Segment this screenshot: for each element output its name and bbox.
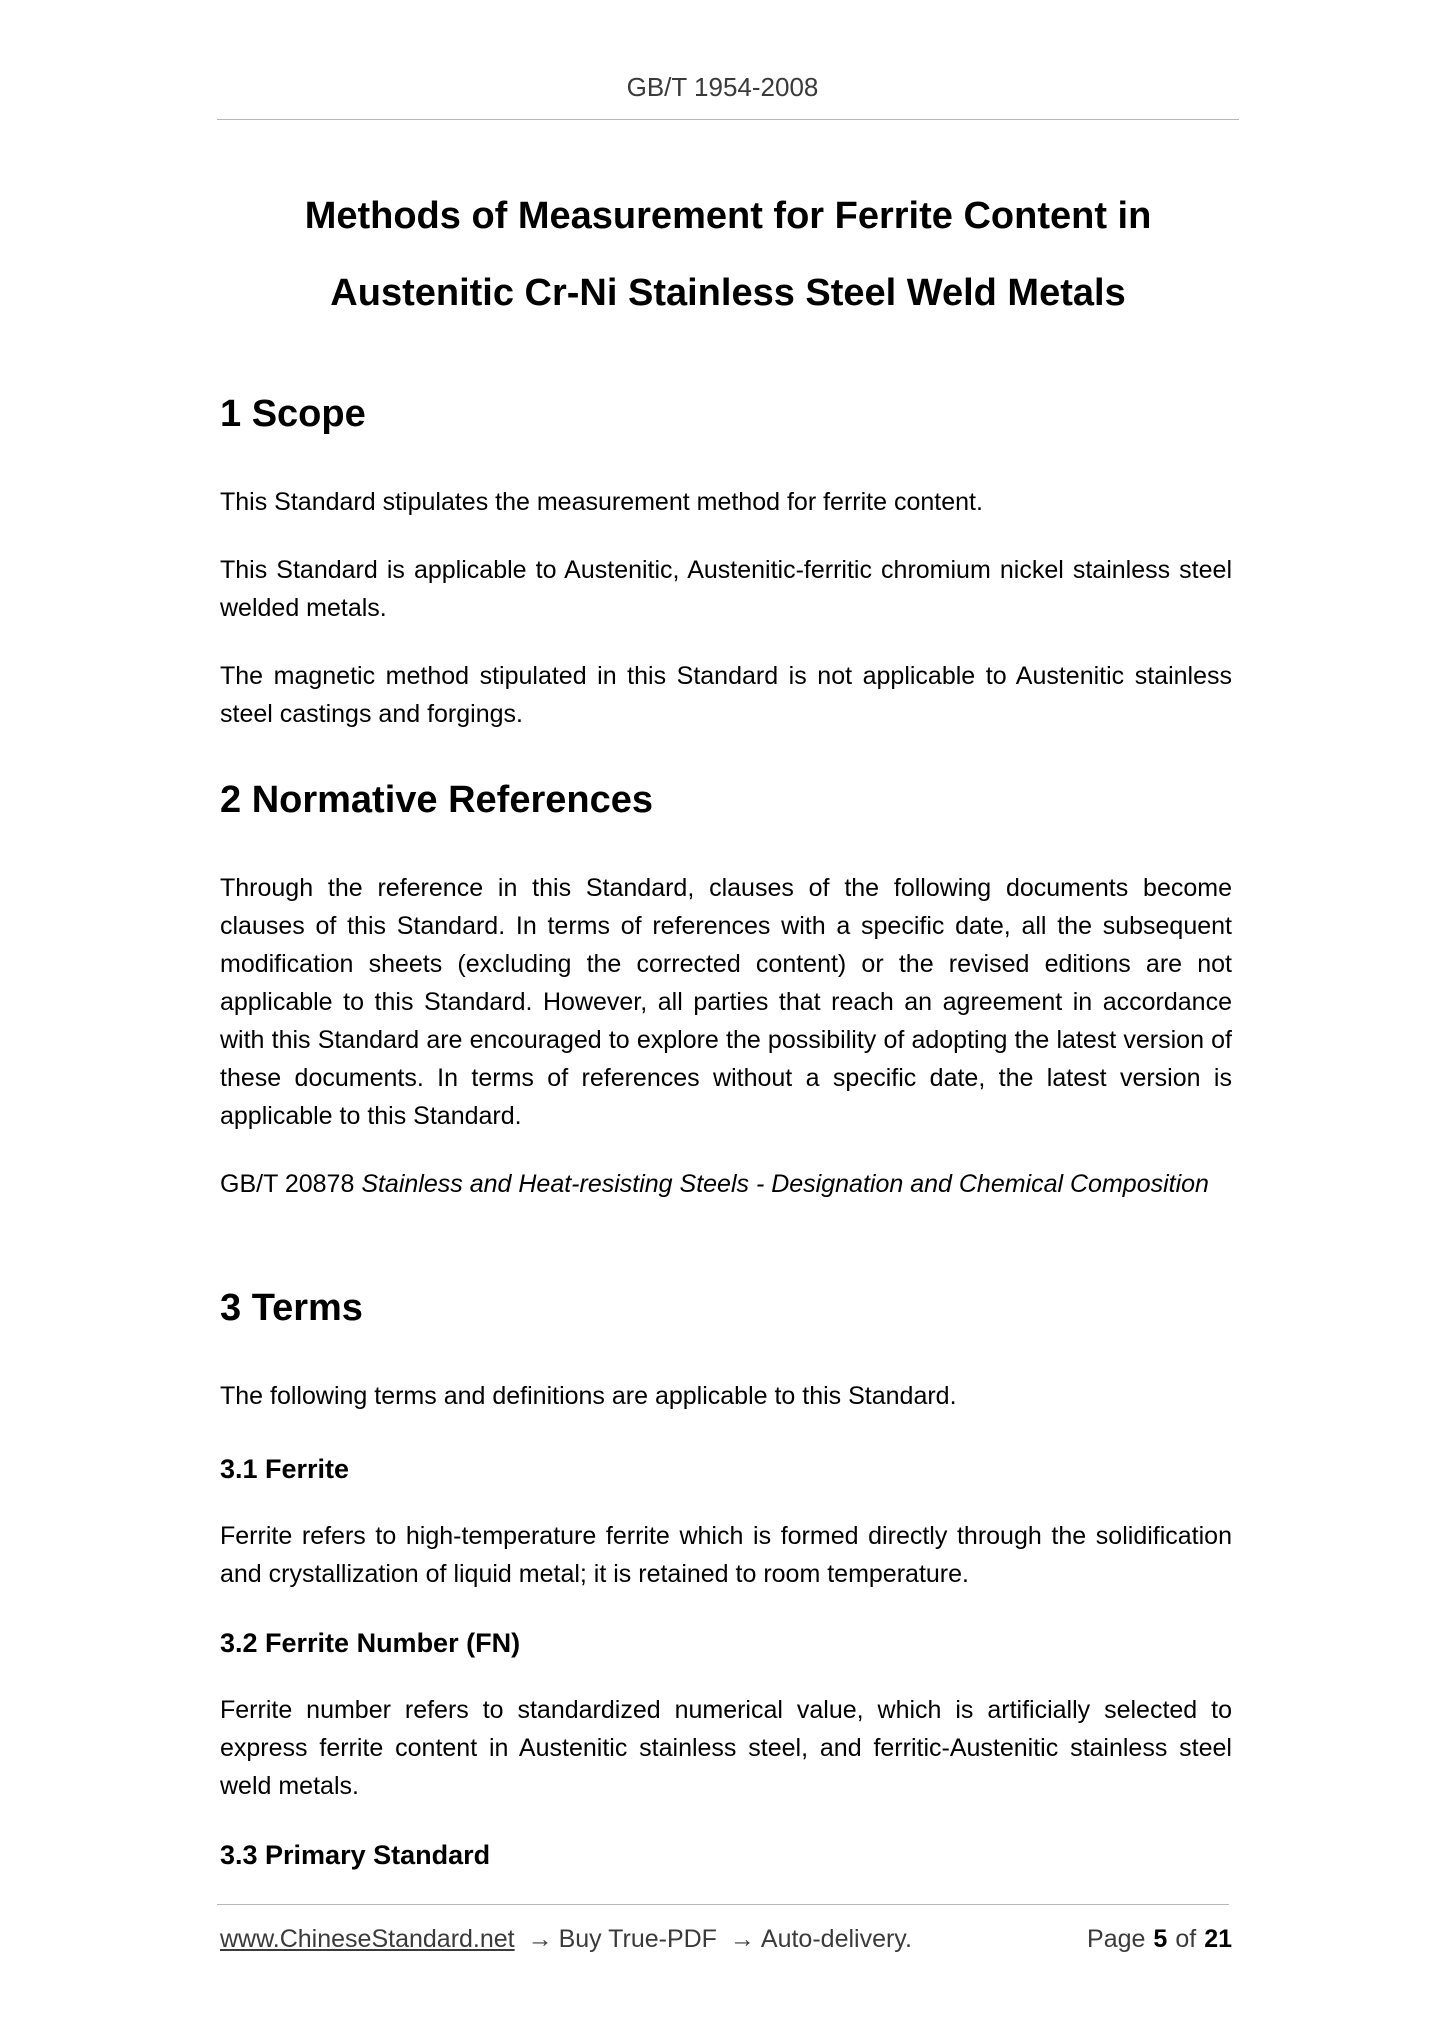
heading-scope: 1 Scope [220,393,366,435]
footer-divider [217,1904,1229,1905]
heading-term-ferrite: 3.1 Ferrite [220,1454,350,1484]
reference-code: GB/T 20878 [220,1170,355,1198]
term-ferrite-number-definition: Ferrite number refers to standardized numerical value, which is artificially selected to express ferrite content in Austenitic stainless steel, and ferritic-Austenitic stainless steel weld metals. [220,1696,1232,1800]
reference-title: Stainless and Heat-resisting Steels - Designation and Chemical Composition [361,1170,1209,1198]
page-footer [220,1922,1232,1956]
heading-terms: 3 Terms [220,1287,363,1329]
heading-term-ferrite-number: 3.2 Ferrite Number (FN) [220,1628,521,1658]
scope-paragraph-3: The magnetic method stipulated in this Standard is not applicable to Austenitic stainless steel castings and forgings. [220,662,1232,728]
header-divider [217,119,1239,120]
scope-paragraph-1: This Standard stipulates the measurement method for ferrite content. [220,488,983,516]
buy-pdf-text: Buy True-PDF [558,1925,717,1953]
page-label: Page [1087,1925,1146,1953]
heading-term-primary-standard: 3.3 Primary Standard [220,1840,491,1870]
normative-paragraph: Through the reference in this Standard, clauses of the following documents become clauses of this Standard. In terms of references with a specific date, all the subsequent modification sheets (excluding the corrected content) or the revised editions are not applicable to this Standard. However, all parties that reach an agreement in accordance with this Standard are encouraged to explore the possibility of adopting the latest version of these documents. In terms of references without a specific date, the latest version is applicable to this Standard. [220,874,1232,1130]
heading-normative-references: 2 Normative References [220,779,653,821]
title-line-1: Methods of Measurement for Ferrite Content in [304,195,1152,237]
page-indicator [1087,1922,1232,1956]
header-doc-number: GB/T 1954-2008 [626,72,819,102]
normative-reference-entry [220,1165,1232,1203]
arrow-right-icon: → [729,1925,755,1953]
page-current: 5 [1153,1925,1168,1953]
document-title [217,178,1239,332]
terms-intro: The following terms and definitions are applicable to this Standard. [220,1382,957,1410]
page-total: 21 [1204,1925,1232,1953]
page-of-label: of [1175,1925,1197,1953]
auto-delivery-text: Auto-delivery. [760,1925,912,1953]
term-ferrite-definition: Ferrite refers to high-temperature ferrite which is formed directly through the solidification and crystallization of liquid metal; it is retained to room temperature. [220,1522,1232,1588]
scope-paragraph-2: This Standard is applicable to Austenitic, Austenitic-ferritic chromium nickel stainless steel welded metals. [220,556,1232,622]
arrow-right-icon: → [527,1925,553,1953]
title-line-2: Austenitic Cr-Ni Stainless Steel Weld Metals [330,272,1126,314]
website-link[interactable]: www.ChineseStandard.net [220,1925,515,1953]
